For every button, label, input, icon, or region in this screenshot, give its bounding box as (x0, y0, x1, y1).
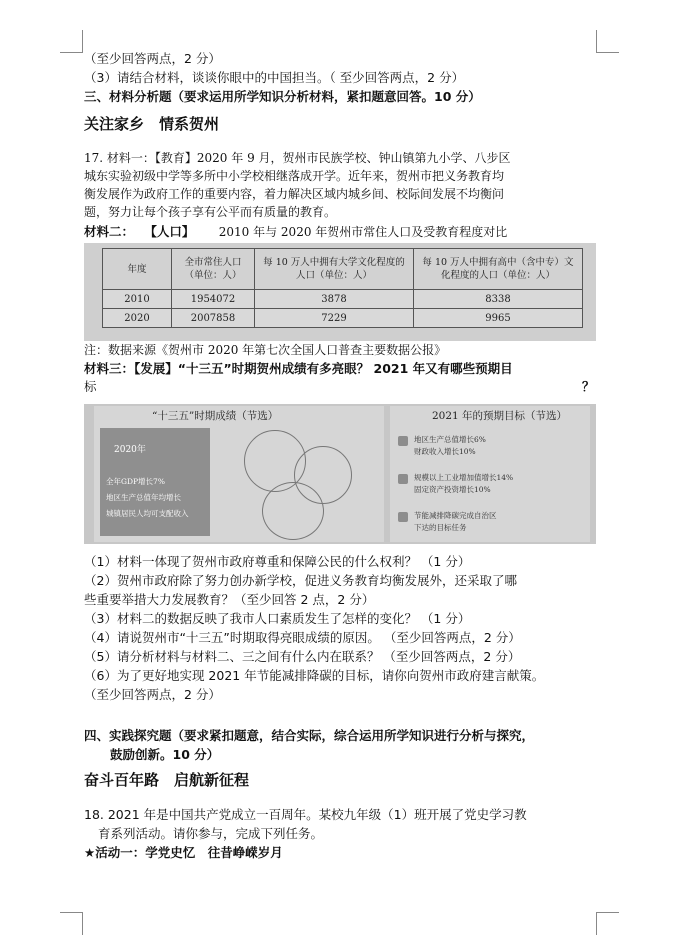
material-3-line-1: 材料三：【发展】“十三五”时期贺州成绩有多亮眼？ 2021 年又有哪些预期目 (84, 361, 513, 376)
table-header: 全市常住人口（单位：人） (172, 249, 255, 290)
crop-mark-bottom-right (596, 912, 619, 935)
development-infographic-photo (84, 404, 596, 544)
sub-question-5: （5）请分析材料与材料二、三之间有什么内在联系？ （至少回答两点，2 分） (84, 649, 521, 664)
year-label: 2020年 (114, 445, 146, 455)
section-1-title: 关注家乡 情系贺州 (84, 115, 220, 133)
target-3: 节能减排降碳完成自治区 (414, 511, 497, 520)
table-row (103, 290, 583, 309)
crop-mark-bottom-left (60, 912, 83, 935)
table-header: 年度 (103, 249, 172, 290)
material-1-line-2: 城东实验初级中学等多所中小学校相继落成开学。近年来，贺州市把义务教育均 (84, 169, 505, 183)
table-cell: 2007858 (172, 309, 255, 328)
table-cell: 7229 (255, 309, 414, 328)
factory-icon (398, 474, 408, 484)
right-panel (390, 406, 590, 542)
question-18-line-1: 18. 2021 年是中国共产党成立一百周年。某校九年级（1）班开展了党史学习教 (84, 807, 527, 822)
sub-question-2-line-2: 些重要举措大力发展教育？（至少回答 2 点，2 分） (84, 592, 375, 607)
table-header: 每 10 万人中拥有高中（含中专）文化程度的人口（单位：人） (414, 249, 583, 290)
target-1: 地区生产总值增长6% (414, 435, 486, 444)
year-banner (100, 428, 210, 536)
left-panel (94, 406, 384, 542)
population-table-photo (84, 243, 596, 341)
material-2-heading (84, 223, 507, 241)
target-2: 规模以上工业增加值增长14% (414, 473, 514, 482)
table-cell: 2020 (103, 309, 172, 328)
question-3: （3）请结合材料，谈谈你眼中的中国担当。（ 至少回答两点，2 分） (84, 70, 465, 85)
sub-question-3: （3）材料二的数据反映了我市人口素质发生了怎样的变化？ （1 分） (84, 611, 471, 626)
section-4-heading-line-1: 四、实践探究题（要求紧扣题意，结合实际，综合运用所学知识进行分析与探究， (84, 728, 535, 743)
sub-question-4: （4）请说贺州市“十三五”时期取得亮眼成绩的原因。 （至少回答两点，2 分） (84, 630, 521, 645)
right-panel-title: 2021 年的预期目标（节选） (432, 410, 568, 422)
table-cell: 9965 (414, 309, 583, 328)
data-source-note: 注：数据来源《贺州市 2020 年第七次全国人口普查主要数据公报》 (84, 343, 447, 357)
table-cell: 8338 (414, 290, 583, 309)
section-3-heading: 三、材料分析题（要求运用所学知识分析材料，紧扣题意回答。10 分） (84, 89, 481, 104)
table-cell: 3878 (255, 290, 414, 309)
sub-question-6-line-1: （6）为了更好地实现 2021 年节能减排降碳的目标，请你向贺州市政府建言献策。 (84, 668, 545, 683)
leaf-icon (398, 512, 408, 522)
section-2-title: 奋斗百年路 启航新征程 (84, 771, 250, 789)
table-header: 每 10 万人中拥有大学文化程度的人口（单位：人） (255, 249, 414, 290)
crop-mark-top-right (596, 30, 619, 53)
target-2b: 固定资产投资增长10% (414, 485, 491, 494)
sub-question-6-line-2: （至少回答两点，2 分） (84, 687, 221, 702)
prev-answer-note: （至少回答两点，2 分） (84, 51, 221, 66)
material-1-line-3: 衡发展作为政府工作的重要内容，着力解决区域内城乡间、校际间发展不均衡问 (84, 187, 505, 201)
section-4-heading-line-2: 鼓励创新。10 分） (110, 747, 220, 762)
left-item-3: 城镇居民人均可支配收入 (106, 509, 189, 518)
material-1-line-1: 17. 材料一：【教育】2020 年 9 月，贺州市民族学校、钟山镇第九小学、八步区 (84, 151, 511, 165)
target-1b: 财政收入增长10% (414, 447, 476, 456)
material-1-line-4: 题，努力让每个孩子享有公平而有质量的教育。 (84, 205, 337, 219)
crop-mark-top-left (60, 30, 83, 53)
table-cell: 2010 (103, 290, 172, 309)
question-18-line-2: 育系列活动。请你参与，完成下列任务。 (98, 826, 324, 841)
left-panel-title: “十三五”时期成绩（节选） (152, 410, 279, 422)
activity-1-heading: ★活动一：学党史忆 往昔峥嵘岁月 (84, 845, 283, 860)
material-2-label: 材料二： (84, 224, 135, 239)
chart-icon (398, 436, 408, 446)
material-2-title: 2010 年与 2020 年贺州市常住人口及受教育程度对比 (218, 225, 508, 239)
target-3b: 下达的目标任务 (414, 523, 467, 532)
sub-question-1: （1）材料一体现了贺州市政府尊重和保障公民的什么权利？ （1 分） (84, 554, 471, 569)
sub-question-2-line-1: （2）贺州市政府除了努力创办新学校，促进义务教育均衡发展外，还采取了哪 (84, 573, 517, 588)
material-2-tag: 【人口】 (144, 224, 195, 239)
left-item-2: 地区生产总值年均增长 (106, 493, 181, 502)
table-row (103, 309, 583, 328)
achievement-circle (262, 482, 324, 540)
population-table (102, 248, 583, 328)
material-3-question-mark: ？ (582, 379, 595, 394)
left-item-1: 全年GDP增长7% (106, 477, 165, 486)
material-3-line-2: 标 (84, 379, 97, 394)
table-cell: 1954072 (172, 290, 255, 309)
